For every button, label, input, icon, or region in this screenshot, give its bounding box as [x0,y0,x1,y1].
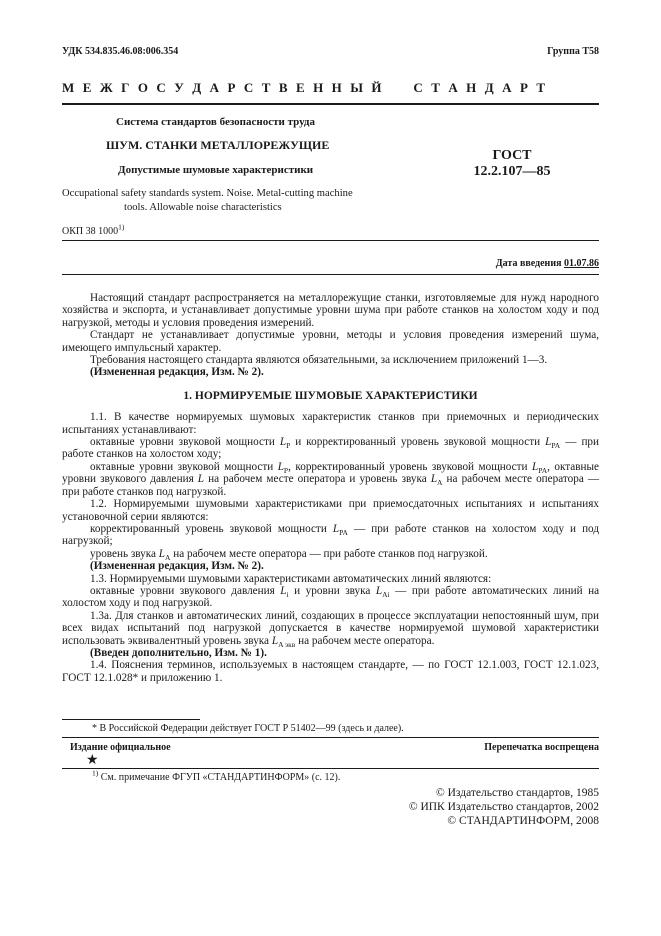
footnote-separator [62,719,200,720]
footer-rule-2 [62,768,599,769]
group-code: Группа Т58 [547,46,599,57]
standard-subtitle: Допустимые шумовые характеристики [118,164,314,176]
introduction-date: Дата введения 01.07.86 [495,258,599,269]
clause-1-3: 1.3. Нормируемыми шумовыми характеристиками автоматических линий являются: [90,572,492,585]
clause-1-2-item-b: уровень звука $L_A$ на рабочем месте оператора — при работе станков под нагрузкой. [90,547,488,562]
reprint-notice: Перепечатка воспрещена [484,742,599,753]
official-edition: Издание официальное [70,742,171,753]
gost-label: ГОСТ [492,148,532,163]
star-icon: ★ [86,753,99,768]
copyright-line: © Издательство стандартов, 1985 [435,787,599,799]
clause-1-2-item-a: корректированный уровень звуковой мощности $L_{PA}$ — при работе станков на холостом ходу и под нагрузкой; [62,522,600,548]
copyright-block [409,786,599,828]
amendment-note: (Измененная редакция, Изм. № 2). [90,560,264,573]
english-title-line1: Occupational safety standards system. Noise. Metal-cutting machine [62,188,353,199]
clause-1-3-item-a: октавные уровни звукового давления $L_i$ и уровни звука $L_{Ai}$ — при работе автоматических линий на холостом ходу и под нагрузкой. [62,584,600,610]
clause-1-1: 1.1. В качестве нормируемых шумовых характеристик станков при приемочных и периодических испытаниях устанавливают: [62,411,599,436]
clause-1-1-item-a: октавные уровни звуковой мощности $L_P$ и корректированный уровень звуковой мощности $L_{PA}$ — при работе станков на холостом ходу; [62,436,600,461]
section-heading: 1. НОРМИРУЕМЫЕ ШУМОВЫЕ ХАРАКТЕРИСТИКИ [183,389,478,402]
title-rule [62,240,599,241]
body-text [62,292,599,684]
okp-code: ОКП 38 1000$^{1)}$ [62,222,125,237]
intro-paragraph-2: Стандарт не устанавливает допустимые уровни, методы и условия проведения измерений шума, имеющего импульсный характер. [62,329,599,354]
standard-name: ШУМ. СТАНКИ МЕТАЛЛОРЕЖУЩИЕ [106,138,330,152]
footnote-1: $^{1)}$ См. примечание ФГУП «СТАНДАРТИНФОРМ» (с. 12). [92,768,341,783]
clause-1-2: 1.2. Нормируемыми шумовыми характеристиками при приемосдаточных испытаниях и испытаниях установочной серии являются: [62,498,599,523]
footnote-star: * В Российской Федерации действует ГОСТ Р 51402—99 (здесь и далее). [92,723,404,734]
copyright-line: © СТАНДАРТИНФОРМ, 2008 [447,815,599,827]
english-title-line2: tools. Allowable noise characteristics [124,202,282,213]
footer-rule [62,737,599,738]
clause-1-4: 1.4. Пояснения терминов, используемых в настоящем стандарте, — по ГОСТ 12.1.003, ГОСТ 12.1.023, ГОСТ 12.1.028* и приложению 1. [62,659,599,684]
intro-paragraph-1: Настоящий стандарт распространяется на металлорежущие станки, изготовляемые для нужд народного хозяйства и экспорта, и устанавливает допустимые уровни шума при работе станков на холостом ходу и под нагрузкой, методы и условия проведения измерений. [62,292,599,329]
clause-1-1-item-b: октавные уровни звуковой мощности $L_P$, корректированный уровень звуковой мощности $L_{PA}$, октавные уровни звукового давления L на рабочем месте оператора и уровень звука $L_A$ на рабочем месте оператора — при работе станков под нагрузкой. [62,460,600,498]
copyright-line: © ИПК Издательство стандартов, 2002 [408,801,599,813]
amendment-note: (Измененная редакция, Изм. № 2). [90,366,264,379]
clause-1-3a: 1.3а. Для станков и автоматических линий, создающих в процессе эксплуатации непостоянный шум, при всех видах испытаний под нагрузкой допускается в качестве нормируемой шумовой характеристики использовать эквивалентный уровень звука $L_{A экв}$ на рабочем месте оператора. [62,609,599,649]
standard-type: М Е Ж Г О С У Д А Р С Т В Е Н Н Ы Й С Т А Н Д А Р Т [62,80,548,95]
amendment-note: (Введен дополнительно, Изм. № 1). [90,646,267,659]
udk-code: УДК 534.835.46.08:006.354 [62,46,179,57]
header-rule [62,103,599,105]
system-title: Система стандартов безопасности труда [116,116,315,128]
intro-paragraph-3: Требования настоящего стандарта являются обязательными, за исключением приложений 1—3. [90,354,548,367]
date-rule [62,274,599,275]
gost-number: 12.2.107—85 [473,164,551,179]
